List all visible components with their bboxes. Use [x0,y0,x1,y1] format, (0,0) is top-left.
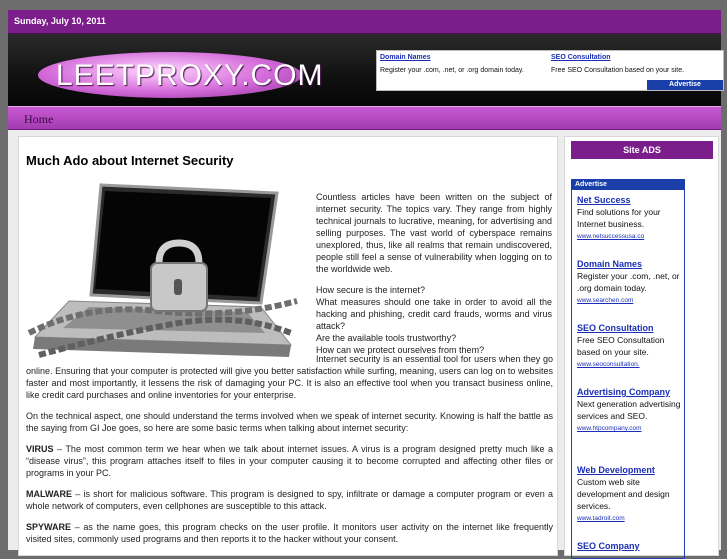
sidebar-ad-url[interactable]: www.searchen.com [577,297,634,304]
sidebar-ad-url[interactable]: www.tadroit.com [577,515,625,522]
sidebar-ad-text: Register your .com, .net, or .org domain today. [577,271,680,293]
nav-bar [8,106,721,130]
sidebar-ad-title[interactable]: SEO Company [577,541,640,551]
header-ad-2 [551,54,721,74]
page-frame [8,10,721,550]
sidebar-ad-url[interactable]: www.netsuccessusa.co [577,233,645,240]
sidebar-ad-text: Free SEO Consultation based on your site. [577,335,665,357]
header-ad-box [376,50,724,91]
body-paragraph: On the technical aspect, one should understand the terms involved when we speak of internet security. Knowing is half the battle as the saying from GI Joe goes, so here are some basic terms when talking about internet security: [26,411,553,433]
term-label: MALWARE [26,489,72,499]
term-malware [26,488,553,512]
sidebar-advertise-link[interactable]: Advertise [572,180,684,190]
body-paragraph: Internet security is an essential tool for users when they go online. Ensuring that your computer is protected will give you better satisfaction while surfing, meaning, users can log on to websites faster and most importantly, it lessens the risk of damaging your PC. It is also an effective tool when you transact business online, like credit card purchases and online inventories for your enterprise. [26,354,553,400]
sidebar-ad-title[interactable]: SEO Consultation [577,323,654,333]
sidebar-ad-text: Custom web site development and design services. [577,477,670,511]
sidebar-ad-title[interactable]: Web Development [577,465,655,475]
header-ad-text: Register your .com, .net, or .org domain today. [380,67,524,74]
sidebar-ad-title[interactable]: Advertising Company [577,387,671,397]
site-header [8,34,721,106]
intro-paragraph: Countless articles have been written on the subject of internet security. The topics vary. They range from highly technical journals to lucrative, meaning, for advertising and selling purposes. The vast world of cyberspace remains unexplored, thus, like all realms that remain undiscovered, people still feel a sense of vulnerability when logging on to the worldwide web. [316,192,552,274]
header-ad-1 [380,54,548,74]
article-body [26,354,553,554]
article-title: Much Ado about Internet Security [26,153,234,168]
sidebar-ad-url[interactable]: www.seoconsultation. [577,361,640,368]
article-panel [18,136,558,556]
sidebar-ad [577,322,685,371]
logo-text: LEETPROXY.COM [56,59,324,92]
term-virus [26,443,553,479]
sidebar [564,136,719,556]
header-advertise-link[interactable]: Advertise [647,80,723,90]
header-ad-text: Free SEO Consultation based on your site. [551,67,685,74]
date-bar [8,10,721,34]
site-logo[interactable] [38,52,324,98]
sidebar-ad [577,464,685,525]
header-ad-title[interactable]: SEO Consultation [551,54,611,61]
header-ad-title[interactable]: Domain Names [380,54,431,61]
term-label: VIRUS [26,444,54,454]
laptop-lock-image [29,183,299,367]
term-text: – The most common term we hear when we talk about internet issues. A virus is a program designed pretty much like a “disease virus”, this program attaches itself to files in your computer causing it to become corrupted and affecting other files or programs in your PC. [26,444,553,478]
term-text: – is short for malicious software. This program is designed to spy, infiltrate or damage a computer program or even a whole network of computers, even cellphones are susceptible to this attack. [26,489,553,511]
term-spyware [26,521,553,545]
current-date: Sunday, July 10, 2011 [14,16,106,26]
sidebar-ad-url[interactable]: www.htpcompany.com [577,425,642,432]
sidebar-ad [577,540,685,552]
article-intro [316,191,552,365]
sidebar-title: Site ADS [571,141,713,159]
sidebar-ad-box [571,179,685,559]
intro-questions: How secure is the internet? What measures should one take in order to avoid all the hacking and phishing, credit card frauds, worms and virus attack? Are the available tools trustworthy? How can we protect ourselves from them? [316,285,552,355]
sidebar-ad-title[interactable]: Net Success [577,195,631,205]
term-label: SPYWARE [26,522,72,532]
sidebar-ad-text: Find solutions for your Internet business. [577,207,661,229]
sidebar-ad [577,386,685,435]
sidebar-ad-title[interactable]: Domain Names [577,259,643,269]
sidebar-ad [577,194,685,243]
nav-home-link[interactable]: Home [24,112,54,126]
sidebar-ad [577,258,685,307]
term-text: – as the name goes, this program checks on the user profile. It monitors user activity on the internet like frequently visited sites, commonly used programs and then reports it to the hacker without your consent. [26,522,553,544]
sidebar-ad-text: Next generation advertising services and SEO. [577,399,681,421]
